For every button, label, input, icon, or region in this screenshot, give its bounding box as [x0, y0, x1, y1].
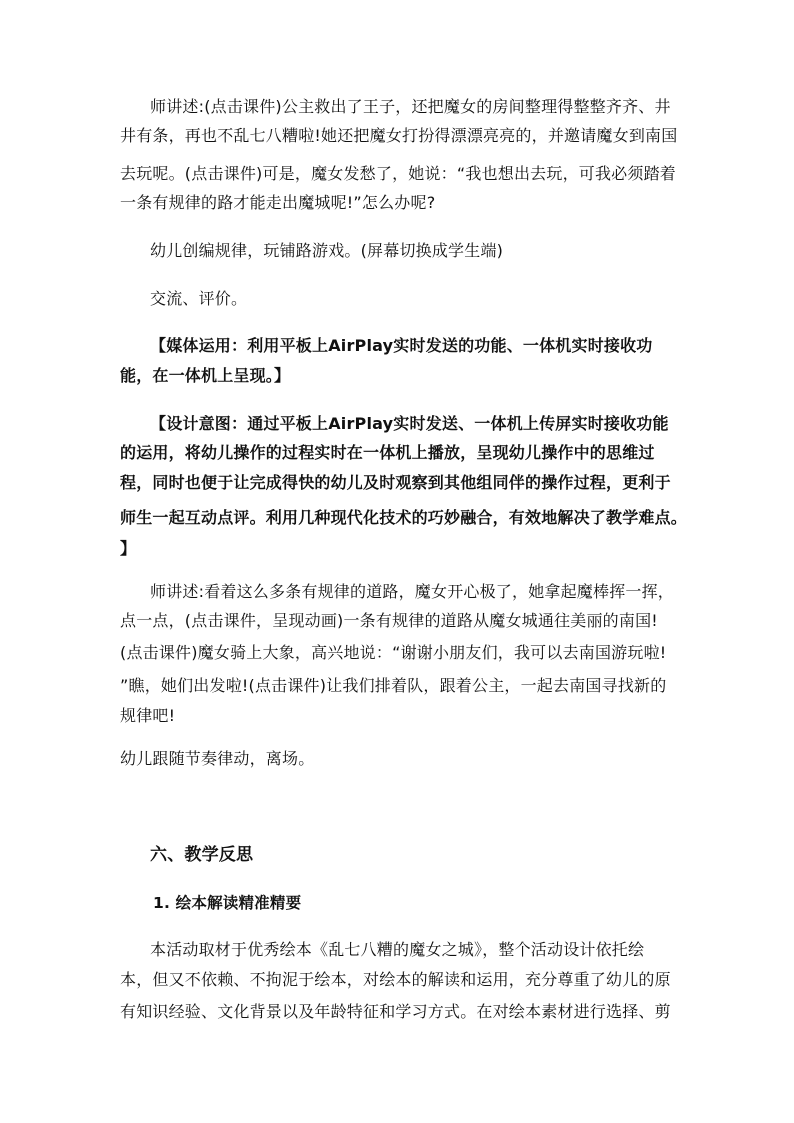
paragraph-1-line-3: 去玩呢。(点击课件)可是，魔女发愁了，她说：“我也想出去玩，可我必须踏着	[120, 164, 676, 183]
design-intent-line-2: 的运用，将幼儿操作的过程实时在一体机上播放，呈现幼儿操作中的思维过	[120, 443, 655, 462]
paragraph-4-line-3: (点击课件)魔女骑上大象，高兴地说：“谢谢小朋友们，我可以去南国游玩啦!	[120, 643, 667, 662]
design-intent-line-4: 师生一起互动点评。利用几种现代化技术的巧妙融合，有效地解决了教学难点。	[120, 508, 688, 527]
paragraph-4-line-4: ”瞧，她们出发啦!(点击课件)让我们排着队，跟着公主，一起去南国寻找新的	[120, 676, 667, 695]
media-usage-line-2: 能，在一体机上呈现。】	[120, 366, 291, 385]
section-title: 六、教学反思	[150, 845, 254, 865]
subsection-title: 1. 绘本解读精准精要	[153, 894, 302, 912]
paragraph-4-line-1: 师讲述:看着这么多条有规律的道路，魔女开心极了，她拿起魔棒挥一挥，	[150, 582, 674, 601]
paragraph-5: 幼儿跟随节奏律动，离场。	[120, 749, 315, 768]
paragraph-1-line-4: 一条有规律的路才能走出魔城呢!”怎么办呢?	[120, 193, 436, 212]
design-intent-line-1: 【设计意图：通过平板上AirPlay实时发送、一体机上传屏实时接收功能	[150, 414, 669, 433]
paragraph-3: 交流、评价。	[150, 289, 248, 308]
paragraph-2: 幼儿创编规律，玩铺路游戏。(屏幕切换成学生端)	[150, 241, 504, 260]
paragraph-1-line-2: 井有条，再也不乱七八糟啦!她还把魔女打扮得漂漂亮亮的，并邀请魔女到南国	[120, 126, 678, 145]
media-usage-line-1: 【媒体运用：利用平板上AirPlay实时发送的功能、一体机实时接收功	[150, 336, 653, 355]
paragraph-6-line-3: 有知识经验、文化背景以及年龄特征和学习方式。在对绘本素材进行选择、剪	[120, 1002, 671, 1021]
paragraph-6-line-2: 本，但又不依赖、不拘泥于绘本，对绘本的解读和运用，充分尊重了幼儿的原	[120, 970, 671, 989]
paragraph-4-line-5: 规律吧!	[120, 706, 176, 725]
paragraph-6-line-1: 本活动取材于优秀绘本《乱七八糟的魔女之城》，整个活动设计依托绘	[150, 940, 645, 959]
paragraph-1-line-1: 师讲述:(点击课件)公主救出了王子，还把魔女的房间整理得整整齐齐、井	[150, 97, 671, 116]
design-intent-line-5: 】	[120, 539, 137, 558]
paragraph-4-line-2: 点一点，(点击课件，呈现动画)一条有规律的道路从魔女城通往美丽的南国!	[120, 611, 658, 630]
design-intent-line-3: 程，同时也便于让完成得快的幼儿及时观察到其他组同伴的操作过程，更利于	[120, 473, 671, 492]
